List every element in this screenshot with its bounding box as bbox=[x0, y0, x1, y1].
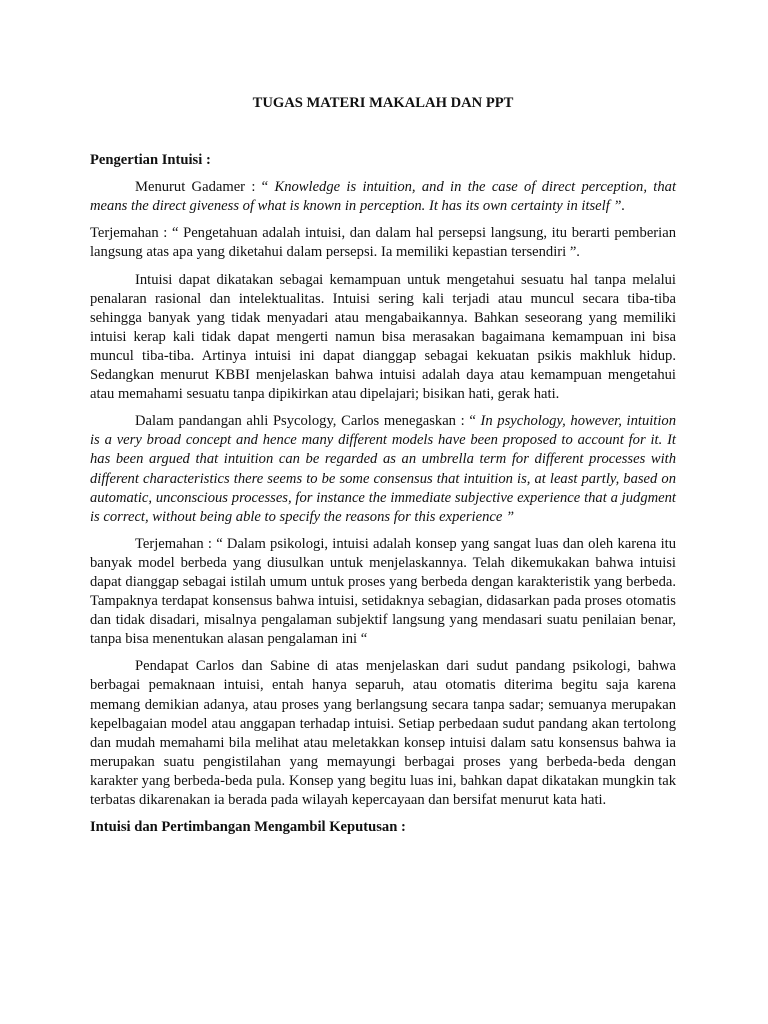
paragraph-gadamer-quote bbox=[90, 178, 676, 216]
paragraph-gadamer-italic-quote: Knowledge is intuition, and in the case of direct perception, that means the direct giveness of what is known in perception. It has its own certainty in itself ”. bbox=[90, 179, 677, 215]
document-title: TUGAS MATERI MAKALAH DAN PPT bbox=[252, 95, 514, 111]
section-heading-pengertian-intuisi: Pengertian Intuisi : bbox=[90, 152, 211, 169]
document-page bbox=[90, 94, 676, 845]
paragraph-gadamer-prefix: Menurut Gadamer : “ bbox=[135, 179, 269, 196]
paragraph-intuisi-definition: Intuisi dapat dikatakan sebagai kemampuan untuk mengetahui sesuatu hal tanpa melalui penalaran rasional dan intelektualitas. Intuisi sering kali terjadi atau muncul secara tiba-tiba sehingga banyak yang tidak menyadari atau mengabaikannya. Bahkan seseorang yang memiliki intuisi kerap kali tidak dapat mengerti namun bisa merasakan bagaimana kemampuan ini bisa muncul tiba-tiba. Artinya intuisi ini dapat dianggap sebagai kekuatan psikis makhluk hidup. Sedangkan menurut KBBI menjelaskan bahwa intuisi adalah daya atau kemampuan mengetahui atau memahami sesuatu tanpa dipikirkan atau dipelajari; bisikan hati, gerak hati. bbox=[90, 271, 676, 403]
paragraph-gadamer-translation: Terjemahan : “ Pengetahuan adalah intuisi, dan dalam hal persepsi langsung, itu berarti pemberian langsung atas apa yang diketahui dalam persepsi. Ia memiliki kepastian tersendiri ”. bbox=[90, 225, 676, 261]
paragraph-carlos-translation: Terjemahan : “ Dalam psikologi, intuisi adalah konsep yang sangat luas dan oleh karena itu banyak model berbeda yang diusulkan untuk menjelaskannya. Telah dikemukakan bahwa intuisi dapat dianggap sebagai istilah umum untuk proses yang berbeda dengan karakteristik yang berbeda. Tampaknya terdapat konsensus bahwa intuisi, setidaknya sebagian, didasarkan pada proses otomatis dan tidak disadari, misalnya pengalaman subjektif langsung yang mendasari suatu penilaian benar, tanpa bisa menentukan alasan pengalaman ini “ bbox=[90, 535, 676, 648]
section-heading-intuisi-keputusan: Intuisi dan Pertimbangan Mengambil Keputusan : bbox=[90, 819, 406, 836]
paragraph-carlos-prefix: Dalam pandangan ahli Psycology, Carlos menegaskan : “ bbox=[135, 413, 481, 430]
paragraph-carlos-sabine-opinion: Pendapat Carlos dan Sabine di atas menjelaskan dari sudut pandang psikologi, bahwa berbagai pemaknaan intuisi, entah hanya separuh, atau otomatis diterima begitu saja karena memang demikian adanya, atau proses yang berlangsung secara tanpa sadar; semuanya merupakan kepelbagaian model atau anggapan terhadap intuisi. Setiap perbedaan sudut pandang akan tertolong dan mudah memahami bila melihat atau meletakkan konsep intuisi dalam satu konsensus bahwa ia merupakan suatu pengistilahan yang memayungi berbagai proses yang berbeda-beda dengan karakter yang berbeda-beda pula. Konsep yang begitu luas ini, bahkan dapat dikatakan mungkin tak terbatas dikarenakan ia berada pada wilayah kepercayaan dan bersifat menurut kata hati. bbox=[90, 658, 676, 808]
paragraph-carlos-quote bbox=[90, 412, 676, 527]
paragraph-carlos-italic-quote: In psychology, however, intuition is a very broad concept and hence many different models have been proposed to account for it. It has been argued that intuition can be regarded as an umbrella term for different processes with different characteristics there seems to be some consensus that intuition is, at least partly, based on automatic, unconscious processes, for instance the immediate subjective experience that a judgment is correct, without being able to specify the reasons for this experience ” bbox=[90, 413, 676, 525]
